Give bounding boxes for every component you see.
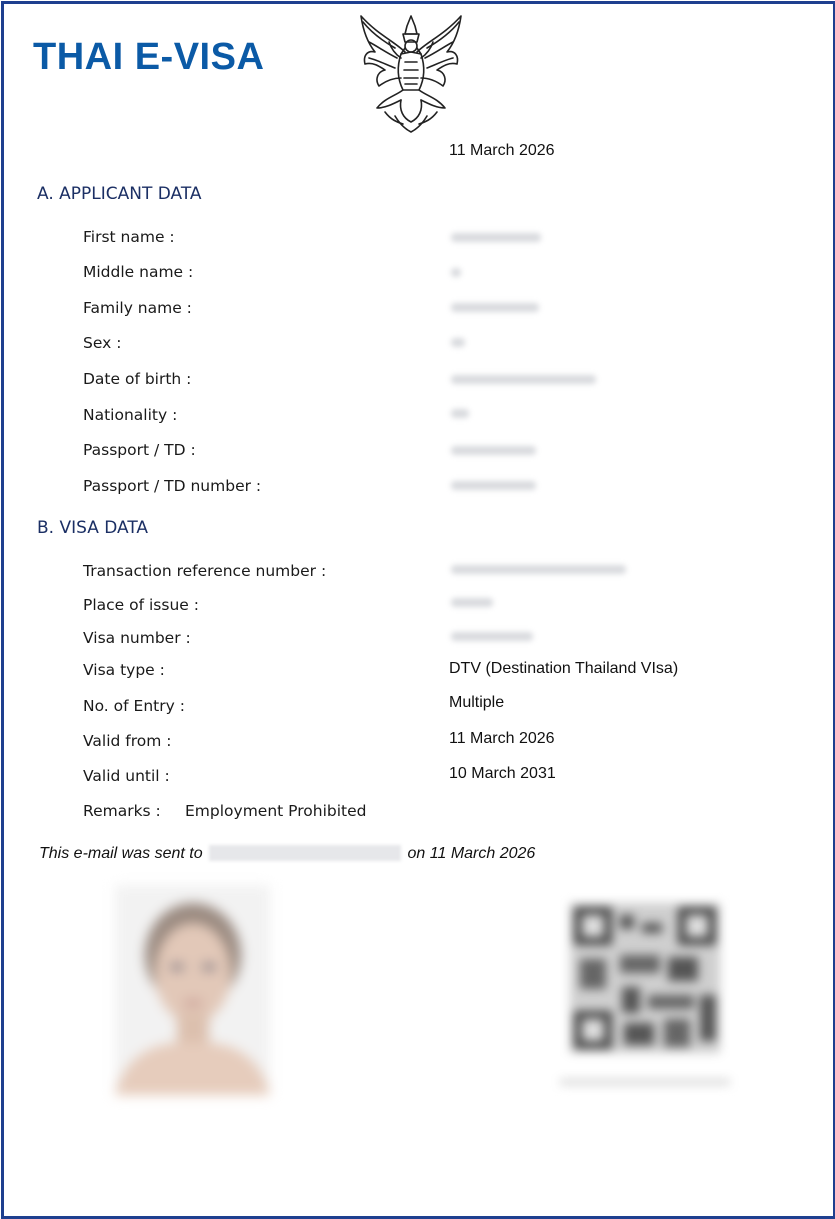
label-visa-type: Visa type : — [83, 661, 165, 679]
email-notice — [39, 845, 535, 863]
qr-code — [560, 895, 730, 1095]
label-passport-td-number: Passport / TD number : — [83, 477, 262, 495]
email-notice-suffix: on 11 March 2026 — [407, 845, 536, 862]
redacted-passport-td-number — [451, 481, 536, 490]
redacted-sex — [451, 338, 465, 347]
label-visa-number: Visa number : — [83, 629, 191, 647]
redacted-visa-number — [451, 632, 533, 641]
redacted-middle-name — [451, 268, 461, 277]
label-family-name: Family name : — [83, 299, 192, 317]
value-valid-from: 11 March 2026 — [449, 730, 555, 747]
redacted-family-name — [451, 303, 539, 312]
issue-date: 11 March 2026 — [449, 142, 555, 159]
label-sex: Sex : — [83, 334, 122, 352]
label-no-of-entry: No. of Entry : — [83, 697, 185, 715]
redacted-email-address — [209, 845, 401, 861]
label-valid-from: Valid from : — [83, 732, 172, 750]
label-first-name: First name : — [83, 228, 175, 246]
thai-evisa-logo: THAI E-VISA — [33, 36, 265, 78]
redacted-date-of-birth — [451, 375, 596, 384]
label-date-of-birth: Date of birth : — [83, 370, 192, 388]
label-valid-until: Valid until : — [83, 767, 170, 785]
redacted-first-name — [451, 233, 541, 242]
label-transaction-reference: Transaction reference number : — [83, 562, 327, 580]
label-nationality: Nationality : — [83, 406, 178, 424]
value-no-of-entry: Multiple — [449, 694, 505, 711]
label-middle-name: Middle name : — [83, 263, 194, 281]
value-visa-type: DTV (Destination Thailand VIsa) — [449, 660, 679, 677]
label-passport-td: Passport / TD : — [83, 441, 196, 459]
section-title-applicant: A. APPLICANT DATA — [37, 184, 202, 204]
redacted-place-of-issue — [451, 598, 493, 607]
redacted-nationality — [451, 409, 469, 418]
email-notice-prefix: This e-mail was sent to — [39, 845, 203, 862]
redacted-transaction-reference — [451, 565, 626, 574]
section-title-visa: B. VISA DATA — [37, 518, 149, 538]
applicant-photo — [115, 885, 270, 1095]
value-valid-until: 10 March 2031 — [449, 765, 556, 782]
redacted-passport-td — [451, 446, 536, 455]
label-place-of-issue: Place of issue : — [83, 596, 199, 614]
value-remarks: Employment Prohibited — [185, 802, 367, 820]
label-remarks: Remarks : — [83, 802, 161, 820]
garuda-emblem-icon — [355, 12, 467, 134]
